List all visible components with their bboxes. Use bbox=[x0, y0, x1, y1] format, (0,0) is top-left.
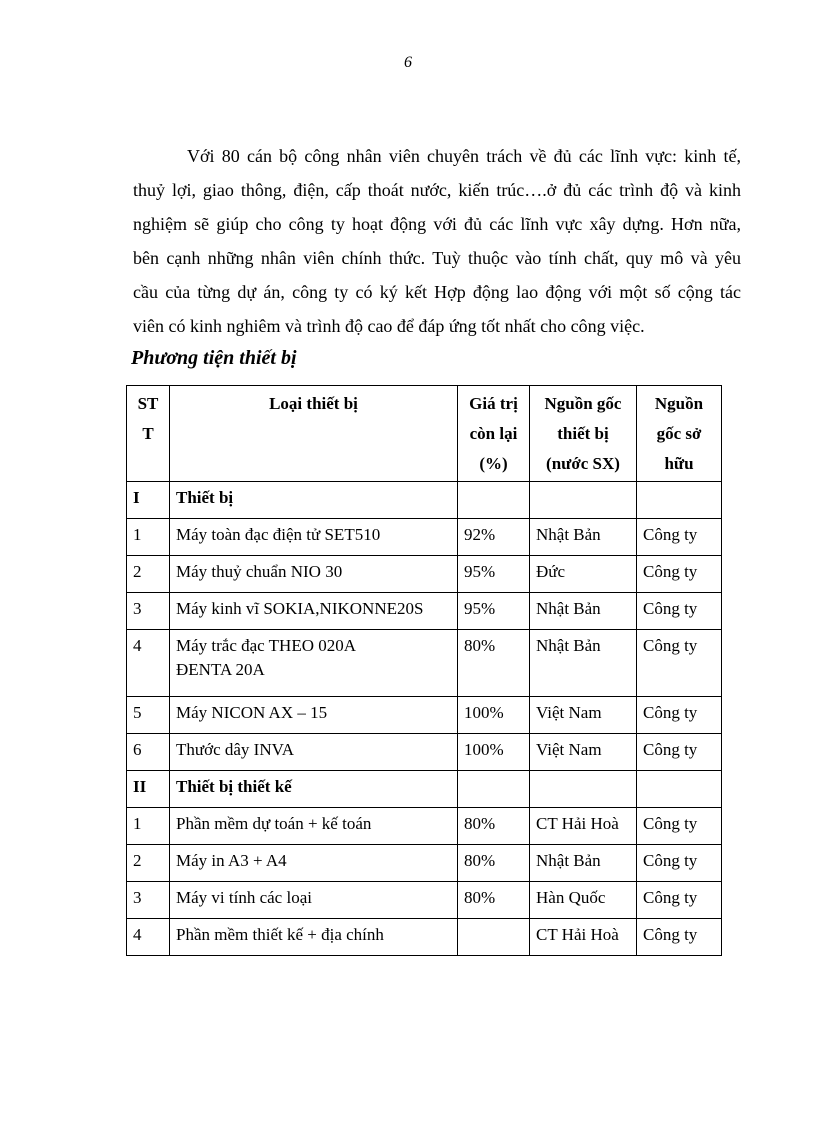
table-row bbox=[127, 519, 722, 556]
paragraph-line: thuỷ lợi, giao thông, điện, cấp thoát nước, kiến trúc….ở đủ các trình độ và kinh bbox=[133, 180, 741, 200]
cell-origin: Nhật Bản bbox=[530, 630, 637, 697]
paragraph-line: Với 80 cán bộ công nhân viên chuyên trách về đủ các lĩnh vực: kinh tế, bbox=[187, 146, 741, 166]
cell-name: Máy trắc đạc THEO 020A ĐENTA 20A bbox=[170, 630, 458, 697]
cell-name: Thước dây INVA bbox=[170, 734, 458, 771]
group-name: Thiết bị bbox=[170, 482, 458, 519]
equipment-table bbox=[126, 385, 722, 956]
cell-origin: Hàn Quốc bbox=[530, 882, 637, 919]
cell-owner: Công ty bbox=[637, 630, 722, 697]
cell-stt: 1 bbox=[127, 808, 170, 845]
cell-stt: 5 bbox=[127, 697, 170, 734]
cell-stt: 1 bbox=[127, 519, 170, 556]
table-row bbox=[127, 919, 722, 956]
cell-stt: 4 bbox=[127, 919, 170, 956]
header-equipment-type: Loại thiết bị bbox=[170, 386, 458, 482]
cell-origin: Việt Nam bbox=[530, 697, 637, 734]
group-name: Thiết bị thiết kế bbox=[170, 771, 458, 808]
cell-owner: Công ty bbox=[637, 593, 722, 630]
table-group-row bbox=[127, 482, 722, 519]
cell-value: 80% bbox=[458, 882, 530, 919]
cell-owner: Công ty bbox=[637, 919, 722, 956]
cell-name: Máy in A3 + A4 bbox=[170, 845, 458, 882]
cell-name: Máy NICON AX – 15 bbox=[170, 697, 458, 734]
header-origin: Nguồn gốc thiết bị (nước SX) bbox=[530, 386, 637, 482]
cell-origin: CT Hải Hoà bbox=[530, 808, 637, 845]
cell-name: Phần mềm thiết kế + địa chính bbox=[170, 919, 458, 956]
table-header-row bbox=[127, 386, 722, 482]
table-group-row bbox=[127, 771, 722, 808]
cell-owner: Công ty bbox=[637, 519, 722, 556]
group-index: II bbox=[127, 771, 170, 808]
header-remaining-value: Giá trị còn lại (%) bbox=[458, 386, 530, 482]
cell-value: 95% bbox=[458, 593, 530, 630]
cell-stt: 2 bbox=[127, 845, 170, 882]
cell-owner: Công ty bbox=[637, 882, 722, 919]
paragraph-line: cầu của từng dự án, công ty có ký kết Hợp động lao động với một số cộng tác bbox=[133, 282, 741, 302]
cell-name: Phần mềm dự toán + kế toán bbox=[170, 808, 458, 845]
table-row bbox=[127, 845, 722, 882]
cell-owner: Công ty bbox=[637, 734, 722, 771]
cell-owner: Công ty bbox=[637, 556, 722, 593]
cell-stt: 3 bbox=[127, 882, 170, 919]
cell-origin: Nhật Bản bbox=[530, 519, 637, 556]
cell-value: 80% bbox=[458, 630, 530, 697]
cell-value: 80% bbox=[458, 845, 530, 882]
paragraph-line: nghiệm sẽ giúp cho công ty hoạt động với đủ các lĩnh vực xây dựng. Hơn nữa, bbox=[133, 214, 741, 234]
cell-origin: Đức bbox=[530, 556, 637, 593]
cell-value: 80% bbox=[458, 808, 530, 845]
header-ownership: Nguồn gốc sở hữu bbox=[637, 386, 722, 482]
table-row bbox=[127, 630, 722, 697]
cell-value: 100% bbox=[458, 734, 530, 771]
cell-stt: 3 bbox=[127, 593, 170, 630]
cell-origin: Nhật Bản bbox=[530, 845, 637, 882]
table-row bbox=[127, 808, 722, 845]
cell-owner: Công ty bbox=[637, 808, 722, 845]
cell-stt: 6 bbox=[127, 734, 170, 771]
cell-name: Máy toàn đạc điện tử SET510 bbox=[170, 519, 458, 556]
group-index: I bbox=[127, 482, 170, 519]
cell-value bbox=[458, 919, 530, 956]
cell-value: 100% bbox=[458, 697, 530, 734]
paragraph-line: bên cạnh những nhân viên chính thức. Tuỳ thuộc vào tính chất, quy mô và yêu bbox=[133, 248, 741, 268]
cell-origin: CT Hải Hoà bbox=[530, 919, 637, 956]
table-row bbox=[127, 734, 722, 771]
cell-owner: Công ty bbox=[637, 697, 722, 734]
cell-origin: Việt Nam bbox=[530, 734, 637, 771]
page-number: 6 bbox=[404, 54, 412, 71]
cell-value: 92% bbox=[458, 519, 530, 556]
paragraph-line: viên có kinh nghiêm và trình độ cao để đáp ứng tốt nhất cho công việc. bbox=[133, 316, 645, 336]
cell-stt: 2 bbox=[127, 556, 170, 593]
section-heading: Phương tiện thiết bị bbox=[131, 347, 297, 369]
table-row bbox=[127, 556, 722, 593]
cell-origin: Nhật Bản bbox=[530, 593, 637, 630]
table-row bbox=[127, 593, 722, 630]
cell-name: Máy kinh vĩ SOKIA,NIKONNE20S bbox=[170, 593, 458, 630]
cell-stt: 4 bbox=[127, 630, 170, 697]
cell-value: 95% bbox=[458, 556, 530, 593]
table-row bbox=[127, 882, 722, 919]
header-stt: ST T bbox=[127, 386, 170, 482]
body-paragraph bbox=[133, 139, 741, 343]
cell-name: Máy thuỷ chuẩn NIO 30 bbox=[170, 556, 458, 593]
cell-owner: Công ty bbox=[637, 845, 722, 882]
table-row bbox=[127, 697, 722, 734]
cell-name: Máy vi tính các loại bbox=[170, 882, 458, 919]
